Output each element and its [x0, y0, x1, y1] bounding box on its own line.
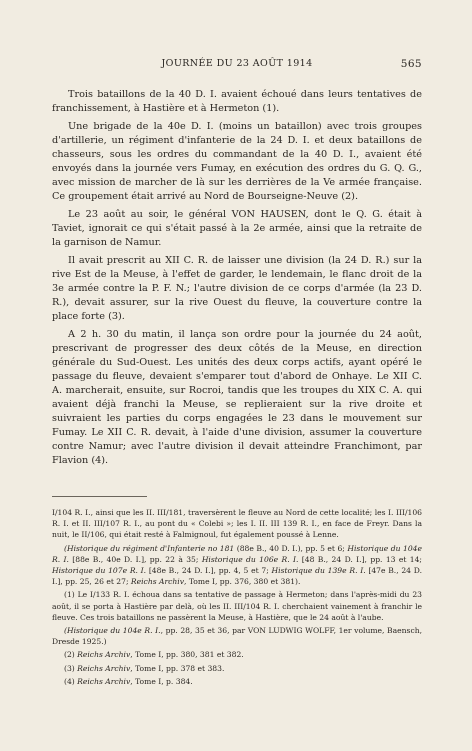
- footnote: [52, 676, 422, 687]
- footnote-citation: Reichs Archiv: [77, 663, 131, 673]
- body-text: [52, 88, 422, 468]
- footnote-citation: (Historique du régiment d'Infanterie no 181: [64, 543, 235, 553]
- footnote-citation: Reichs Archiv: [77, 650, 131, 660]
- footnote-text: , Tome I, pp. 376, 380 et 381).: [184, 577, 301, 587]
- paragraph: Le 23 août au soir, le général VON HAUSEN, dont le Q. G. était à Taviet, ignorait ce qui s'était passé à la 2e armée, ainsi que la retraite de la garnison de Namur.: [52, 209, 422, 248]
- footnote-text: [88e B., 40e D. I.], pp. 22 à 35;: [68, 554, 202, 564]
- footnote-citation: Historique du 107e R. I.: [52, 566, 147, 576]
- page-number: 565: [400, 58, 422, 70]
- footnote-text: [48 B., 24 D. I.], pp. 13 et 14;: [298, 554, 422, 564]
- paragraph: Il avait prescrit au XII C. R. de laisser une division (la 24 D. R.) sur la rive Est de la Meuse, à l'effet de garder, le lendemain, le flanc droit de la 3e armée contre la P. F. N.; l'autre division de ce corps d'armée (la 23 D. R.), devait assurer, sur la rive Ouest du fleuve, la couverture contre la place forte (3).: [52, 255, 422, 322]
- footnote-number: (2): [64, 650, 78, 660]
- footnote-citation: (Historique du 104e R. I.: [64, 626, 161, 636]
- footnote-citation: Historique du 139e R. I.: [271, 566, 366, 576]
- paragraph: Une brigade de la 40e D. I. (moins un bataillon) avec trois groupes d'artillerie, un régiment d'infanterie de la 24 D. I. et deux bataillons de chasseurs, sous les ordres du commandant de la 40 D. I., avaient été envoyés dans la journée vers Fumay, en exécution des ordres du G. Q. G., avec mission de marcher de là sur les derrières de la Ve armée française. Ce groupement était arrivé au Nord de Bourseigne-Neuve (2).: [52, 121, 422, 202]
- paragraph: Trois bataillons de la 40 D. I. avaient échoué dans leurs tentatives de franchissement, à Hastière et à Hermeton (1).: [52, 89, 422, 114]
- footnote: [52, 543, 422, 588]
- footnote-citation: Historique du 104e R. I.: [52, 543, 422, 564]
- footnote-text: [48e B., 24 D. I.], pp. 4, 5 et 7;: [146, 566, 272, 576]
- footnote: [52, 663, 422, 674]
- footnote-text: , Tome I, pp. 380, 381 et 382.: [130, 650, 244, 660]
- paragraph: A 2 h. 30 du matin, il lança son ordre pour la journée du 24 août, prescrivant de progresser des deux côtés de la Meuse, en direction générale du Sud-Ouest. Les unités des deux corps actifs, ayant opéré le passage du fleuve, devaient s'emparer tout d'abord de Onhaye. Le XII C. A. marcherait, ensuite, sur Rocroi, tandis que les troupes du XIX C. A. qui avaient déjà franchi la Meuse, se replieraient sur la rive droite et suivraient les parties du corps engagées le 23 dans le mouvement sur Fumay. Le XII C. R. devait, à l'aide d'une division, assumer la couverture contre Namur; avec l'autre division il devait atteindre Franchimont, par Flavion (4).: [52, 329, 422, 466]
- footnote-divider: [52, 496, 147, 497]
- footnote-text: [47e B., 24 D. I.], pp. 25, 26 et 27;: [52, 566, 422, 587]
- footnote: [52, 649, 422, 660]
- footnotes: [52, 507, 422, 687]
- footnote-text: , Tome I, p. 384.: [130, 676, 193, 686]
- footnote-text: (88e B., 40 D. I.), pp. 5 et 6;: [234, 543, 348, 553]
- footnote: (1) Le I/133 R. I. échoua dans sa tentative de passage à Hermeton; dans l'après-midi du 23 août, il se porta à Hastière par delà, où les II. III/104 R. I. cherchaient vainement à franchir le fleuve. Ces trois bataillons ne passèrent la Meuse, à Hastière, que le 24 août à l'aube.: [52, 590, 422, 622]
- footnote-citation: Reichs Archiv: [77, 676, 131, 686]
- running-head: [52, 58, 422, 76]
- footnote-text: , Tome I, pp. 378 et 383.: [130, 663, 225, 673]
- footnote-citation: Reichs Archiv: [130, 577, 184, 587]
- footnote-number: (4): [64, 676, 78, 686]
- footnote: I/104 R. I., ainsi que les II. III/181, traversèrent le fleuve au Nord de cette localité; les I. III/106 R. I. et II. III/107 R. I., au pont du « Colebi »; les I. II. III 139 R. I., en face de Freyr. Dans la nuit, le II/106, qui était resté à Falmignoul, fut également poussé à Lenne.: [52, 508, 422, 540]
- footnote: [52, 625, 422, 647]
- footnote-citation: Historique du 106e R. I.: [201, 554, 299, 564]
- running-title: JOURNÉE DU 23 AOÛT 1914: [161, 58, 313, 69]
- footnote-text: , pp. 28, 35 et 36, par VON LUDWIG WOLFF, 1er volume, Baensch, Dresde 1925.): [52, 626, 423, 647]
- footnote-number: (3): [64, 663, 78, 673]
